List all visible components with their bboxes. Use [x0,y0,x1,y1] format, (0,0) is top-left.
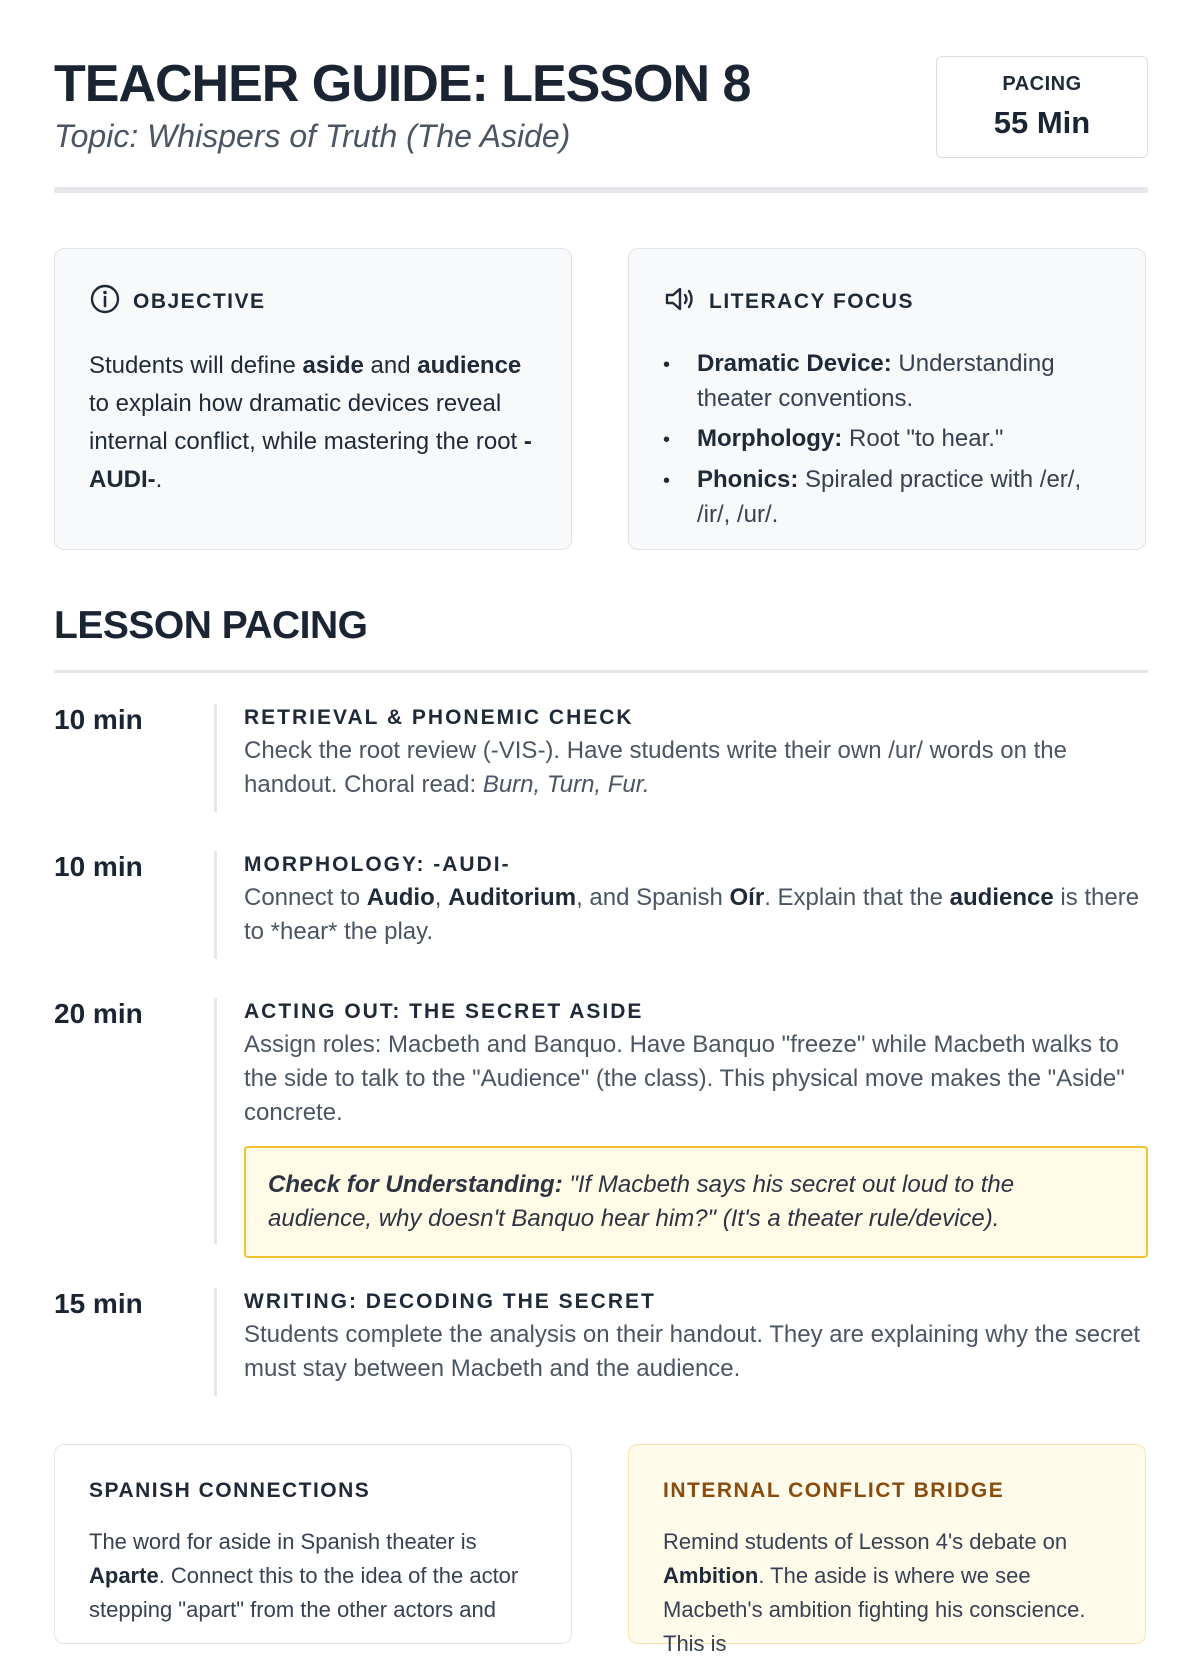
step-label: ACTING OUT: THE SECRET ASIDE [244,1000,644,1023]
check-for-understanding-box [244,1146,1148,1258]
internal-conflict-bridge-text [663,1525,1111,1661]
step-timeline-bar [214,704,217,812]
term-aparte: Aparte [89,1563,159,1588]
info-icon [89,283,121,321]
objective-card [54,248,572,550]
desc-part: . Explain that the [764,884,950,911]
desc-part: , [434,884,449,911]
step-description [244,881,1148,949]
page-subtitle: Topic: Whispers of Truth (The Aside) [54,118,571,154]
pacing-box [936,56,1148,158]
pacing-value: 55 Min [993,105,1091,140]
step-timeline-bar [214,851,217,959]
step-description: Students complete the analysis on their handout. They are explaining why the secret must stay between Macbeth and the audience. [244,1321,1141,1382]
header [54,52,1148,192]
term-aside: aside [302,352,364,379]
pacing-step-morphology [54,851,1148,959]
focus-text: Understanding theater conventions. [697,350,1055,412]
header-divider [54,187,1148,193]
objective-heading-label: OBJECTIVE [133,290,266,313]
step-time: 15 min [54,1288,143,1319]
step-content [244,851,1148,949]
literacy-focus-list [663,347,1111,532]
text-part: Remind students of Lesson 4's debate on [663,1529,1068,1554]
step-content [244,1288,1148,1386]
step-timeline-bar [214,998,217,1244]
focus-term: Dramatic Device: [697,350,892,377]
text-part: . The aside is where we see Macbeth's ambition fighting his conscience. This is [663,1563,1086,1656]
focus-text: Root "to hear." [842,425,1004,452]
internal-conflict-bridge-card [628,1444,1146,1656]
pacing-label: PACING [1002,73,1082,95]
term-oir: Oír [729,884,765,911]
objective-text-part: to explain how dramatic devices reveal internal conflict, while mastering the root [89,390,524,455]
step-content [244,704,1148,802]
pacing-step-acting-out [54,998,1148,1244]
term-ambition: Ambition [663,1563,759,1588]
page-title: TEACHER GUIDE: LESSON 8 [54,55,751,113]
step-label: MORPHOLOGY: -AUDI- [244,853,511,876]
section-divider [54,670,1148,673]
pacing-step-retrieval [54,704,1148,812]
check-heading: Check for Understanding: [268,1171,563,1198]
step-time: 10 min [54,704,143,735]
literacy-focus-card [628,248,1146,550]
choral-read-words: Burn, Turn, Fur. [482,771,650,798]
desc-part: , and Spanish [576,884,730,911]
check-question: "If Macbeth says his secret out loud to the audience, why doesn't Banquo hear him?" (It's a theater rule/device). [268,1171,1015,1232]
step-timeline-bar [214,1288,217,1396]
step-label: RETRIEVAL & PHONEMIC CHECK [244,706,634,729]
objective-text [89,347,537,499]
step-content [244,998,1148,1258]
list-item [663,463,1111,532]
lesson-pacing-title: LESSON PACING [54,604,368,647]
objective-text-part: . [155,466,163,493]
list-item [663,347,1111,416]
focus-term: Phonics: [697,466,799,493]
spanish-connections-text [89,1525,537,1627]
text-part: The word for aside in Spanish theater is [89,1529,477,1554]
term-audio: Audio [366,884,435,911]
literacy-focus-heading [663,283,1111,321]
list-item [663,422,1111,457]
spanish-connections-card [54,1444,572,1644]
term-root-audi: -AUDI- [89,428,532,493]
spanish-connections-heading: SPANISH CONNECTIONS [89,1479,371,1502]
bullet: • [663,429,671,451]
literacy-focus-heading-label: LITERACY FOCUS [709,290,914,313]
term-audience: audience [949,884,1054,911]
bullet: • [663,470,671,492]
step-time: 10 min [54,851,143,882]
desc-part: is there to *hear* the play. [244,884,1140,945]
step-time: 20 min [54,998,143,1029]
bullet: • [663,354,671,376]
term-auditorium: Auditorium [448,884,577,911]
term-audience: audience [417,352,522,379]
internal-conflict-bridge-heading: INTERNAL CONFLICT BRIDGE [663,1479,1005,1502]
step-label: WRITING: DECODING THE SECRET [244,1290,656,1313]
pacing-step-writing [54,1288,1148,1396]
step-description: Assign roles: Macbeth and Banquo. Have Banquo "freeze" while Macbeth walks to the side to talk to the "Audience" (the class). This physical move makes the "Aside" concrete. [244,1031,1125,1126]
step-description [244,734,1148,802]
objective-text-part: Students will define [89,352,303,379]
desc-part: Check the root review (-VIS-). Have students write their own /ur/ words on the handout. Choral read: [244,737,1067,798]
speaker-icon [663,283,697,321]
text-part: . Connect this to the idea of the actor stepping "apart" from the other actors and [89,1563,519,1622]
focus-text: Spiraled practice with /er/, /ir/, /ur/. [697,466,1082,528]
focus-term: Morphology: [697,425,843,452]
objective-text-part: and [363,352,418,379]
objective-heading [89,283,537,321]
desc-part: Connect to [244,884,367,911]
